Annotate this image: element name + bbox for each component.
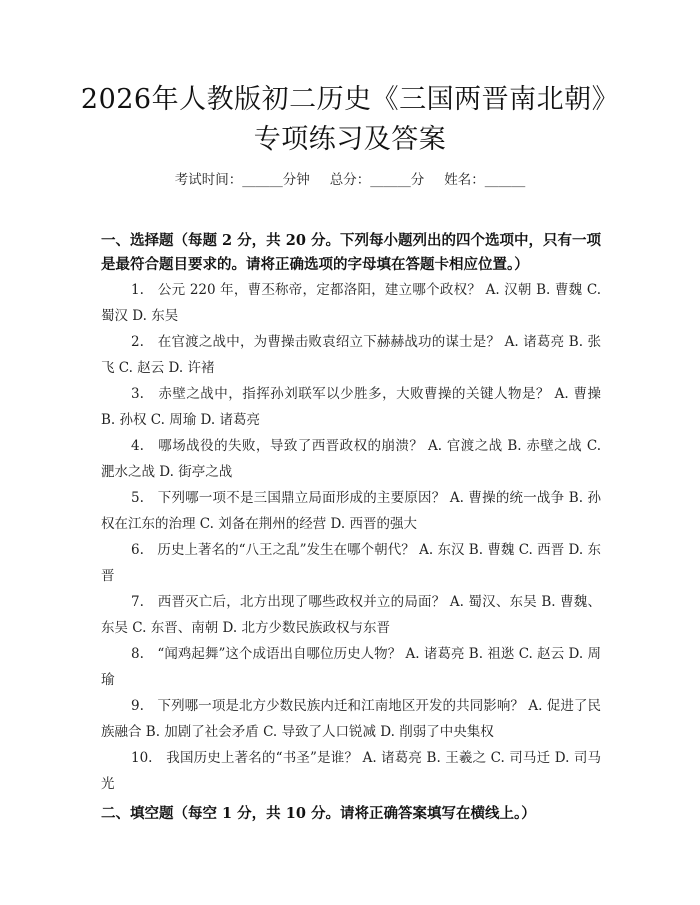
student-name-field: 姓名：______ <box>444 172 526 188</box>
question-10: 10. 我国历史上著名的“书圣”是谁？ A. 诸葛亮 B. 王羲之 C. 司马迁 D. 司马光 <box>101 750 601 792</box>
question-2: 2. 在官渡之战中，为曹操击败袁绍立下赫赫战功的谋士是？ A. 诸葛亮 B. 张飞 C. 赵云 D. 许褚 <box>101 334 601 376</box>
document-title-line2: 专项练习及答案 <box>253 124 447 155</box>
exam-info-line <box>0 168 700 188</box>
document-title-line1: 2026年人教版初二历史《三国两晋南北朝》 <box>80 84 620 115</box>
question-6: 6. 历史上著名的“八王之乱”发生在哪个朝代？ A. 东汉 B. 曹魏 C. 西晋 D. 东晋 <box>101 542 601 584</box>
question-5: 5. 下列哪一项不是三国鼎立局面形成的主要原因？ A. 曹操的统一战争 B. 孙权在江东的治理 C. 刘备在荆州的经营 D. 西晋的强大 <box>101 490 601 532</box>
question-7: 7. 西晋灭亡后，北方出现了哪些政权并立的局面？ A. 蜀汉、东吴 B. 曹魏、东吴 C. 东晋、南朝 D. 北方少数民族政权与东晋 <box>101 594 601 636</box>
question-8: 8. “闻鸡起舞”这个成语出自哪位历史人物？ A. 诸葛亮 B. 祖逖 C. 赵云 D. 周瑜 <box>101 646 601 688</box>
exam-time-field: 考试时间：______分钟 <box>174 172 310 188</box>
question-1: 1. 公元 220 年，曹丕称帝，定都洛阳，建立哪个政权？ A. 汉朝 B. 曹魏 C. 蜀汉 D. 东吴 <box>101 282 601 324</box>
section1-heading: 一、选择题（每题 2 分，共 20 分。下列每小题列出的四个选项中，只有一项是最符合题目要求的。请将正确选项的字母填在答题卡相应位置。） <box>101 232 601 273</box>
question-3: 3. 赤壁之战中，指挥孙刘联军以少胜多，大败曹操的关键人物是？ A. 曹操 B. 孙权 C. 周瑜 D. 诸葛亮 <box>101 386 601 428</box>
section2-heading: 二、填空题（每空 1 分，共 10 分。请将正确答案填写在横线上。） <box>101 805 536 822</box>
question-4: 4. 哪场战役的失败，导致了西晋政权的崩溃？ A. 官渡之战 B. 赤壁之战 C. 淝水之战 D. 街亭之战 <box>101 438 601 480</box>
question-9: 9. 下列哪一项是北方少数民族内迁和江南地区开发的共同影响？ A. 促进了民族融合 B. 加剧了社会矛盾 C. 导致了人口锐减 D. 削弱了中央集权 <box>101 698 601 740</box>
total-score-field: 总分：______分 <box>329 172 425 188</box>
